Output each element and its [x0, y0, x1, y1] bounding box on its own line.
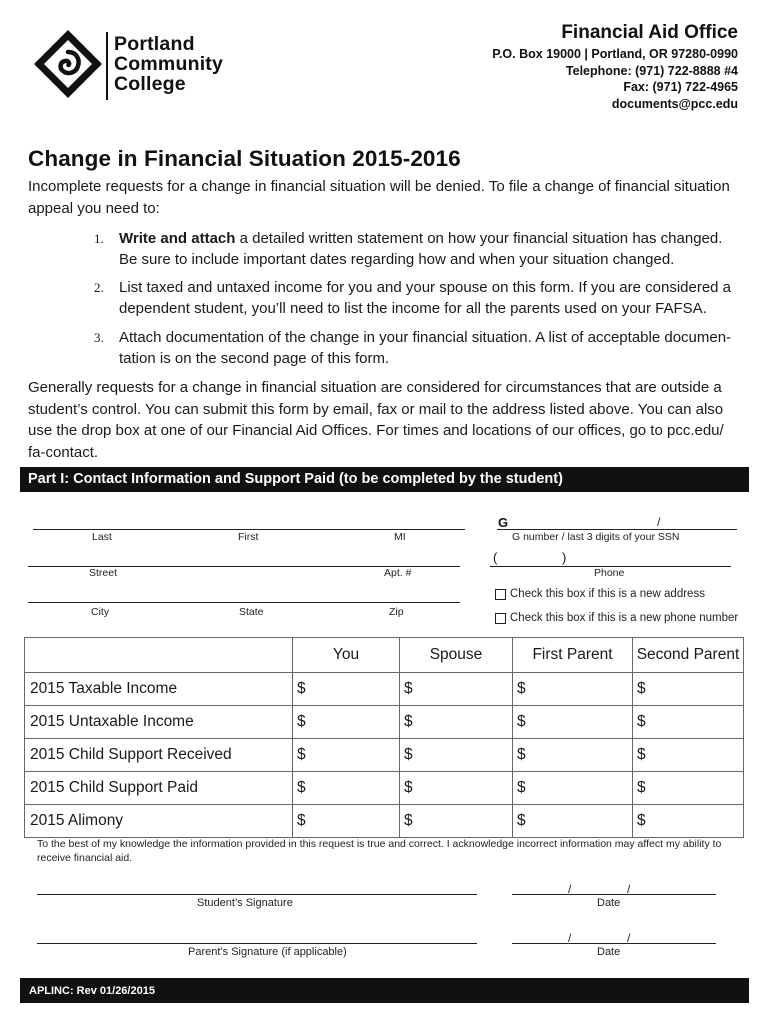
amount-cell[interactable]: $: [513, 739, 633, 772]
table-header-you: You: [293, 638, 400, 673]
table-header-second-parent: Second Parent: [633, 638, 744, 673]
table-header-spouse: Spouse: [400, 638, 513, 673]
step-1-body: a detailed written statement on how your financial situation has changed. Be sure to include important dates regarding how and when your situation changed.: [119, 230, 723, 268]
phone-close-paren: ): [562, 550, 567, 565]
logo-divider: [106, 32, 108, 100]
student-signature-label: Student’s Signature: [197, 897, 293, 909]
phone-open-paren: (: [493, 550, 498, 565]
student-date-slash-2: /: [627, 882, 631, 896]
g-number-slash: /: [657, 515, 661, 529]
parent-signature-line[interactable]: [37, 943, 477, 944]
revision-footer: APLINC: Rev 01/26/2015: [20, 978, 749, 1003]
phone-label: Phone: [594, 567, 625, 579]
new-address-label: Check this box if this is a new address: [510, 588, 705, 600]
part1-section-header: Part I: Contact Information and Support Paid (to be completed by the student): [20, 467, 749, 492]
form-title: Change in Financial Situation 2015-2016: [28, 146, 461, 171]
pcc-logo-mark-icon: [32, 28, 104, 100]
city-state-zip-line[interactable]: [28, 602, 460, 603]
row-label: 2015 Alimony: [25, 805, 293, 838]
new-address-checkbox[interactable]: [495, 589, 506, 600]
step-1: [94, 228, 744, 270]
office-contact-block: [492, 22, 738, 112]
table-row: [25, 772, 744, 805]
income-table: [24, 637, 744, 838]
office-telephone: Telephone: (971) 722-8888 #4: [565, 63, 738, 78]
zip-label: Zip: [389, 606, 404, 618]
amount-cell[interactable]: $: [513, 772, 633, 805]
step-2-text: List taxed and untaxed income for you and your spouse on this form. If you are considered a dependent student, you’ll need to list the income for all the parents used on your FAFSA.: [119, 279, 732, 317]
step-2: [94, 277, 744, 319]
table-row: [25, 739, 744, 772]
pcc-logo: [28, 26, 238, 106]
table-row: [25, 805, 744, 838]
parent-date-label: Date: [597, 946, 621, 958]
logo-line-1: Portland: [114, 33, 195, 55]
step-3: [94, 327, 744, 369]
amount-cell[interactable]: $: [513, 673, 633, 706]
table-header-first-parent: First Parent: [513, 638, 633, 673]
office-fax: Fax: (971) 722-4965: [623, 80, 738, 94]
amount-cell[interactable]: $: [400, 739, 513, 772]
amount-cell[interactable]: $: [400, 673, 513, 706]
apt-label: Apt. #: [384, 567, 412, 579]
name-line[interactable]: [33, 529, 465, 530]
student-date-line[interactable]: [512, 894, 716, 895]
amount-cell[interactable]: $: [633, 772, 744, 805]
step-1-number: 1.: [94, 231, 104, 246]
amount-cell[interactable]: $: [633, 706, 744, 739]
amount-cell[interactable]: $: [513, 805, 633, 838]
step-3-text: Attach documentation of the change in your financial situation. A list of acceptable documen-tation is on the second page of this form.: [119, 329, 732, 367]
row-label: 2015 Taxable Income: [25, 673, 293, 706]
new-phone-checkbox[interactable]: [495, 613, 506, 624]
g-number-line[interactable]: [497, 529, 737, 530]
step-2-number: 2.: [94, 280, 104, 295]
row-label: 2015 Untaxable Income: [25, 706, 293, 739]
office-title: Financial Aid Office: [561, 22, 738, 43]
row-label: 2015 Child Support Paid: [25, 772, 293, 805]
state-label: State: [239, 606, 264, 618]
amount-cell[interactable]: $: [293, 706, 400, 739]
student-date-slash-1: /: [568, 882, 572, 896]
parent-signature-label: Parent’s Signature (if applicable): [188, 946, 347, 958]
g-number-label: G number / last 3 digits of your SSN: [512, 531, 680, 543]
step-1-bold: Write and attach: [119, 230, 236, 247]
parent-date-slash-2: /: [627, 931, 631, 945]
parent-date-slash-1: /: [568, 931, 572, 945]
first-label: First: [238, 531, 259, 543]
amount-cell[interactable]: $: [400, 706, 513, 739]
amount-cell[interactable]: $: [293, 772, 400, 805]
amount-cell[interactable]: $: [400, 772, 513, 805]
mi-label: MI: [394, 531, 406, 543]
amount-cell[interactable]: $: [633, 805, 744, 838]
logo-line-3: College: [114, 73, 186, 95]
office-address: P.O. Box 19000 | Portland, OR 97280-0990: [492, 47, 738, 61]
amount-cell[interactable]: $: [293, 805, 400, 838]
intro-paragraph: Incomplete requests for a change in financial situation will be denied. To file a change of financial situation appeal you need to:: [28, 178, 730, 217]
logo-line-2: Community: [114, 53, 224, 75]
amount-cell[interactable]: $: [633, 739, 744, 772]
new-phone-label: Check this box if this is a new phone number: [510, 612, 739, 624]
office-email: documents@pcc.edu: [611, 96, 738, 111]
amount-cell[interactable]: $: [293, 673, 400, 706]
attestation-text: To the best of my knowledge the information provided in this request is true and correct. I acknowledge incorrect information may affect my ability to receive financial aid.: [37, 838, 722, 864]
student-date-label: Date: [597, 897, 621, 909]
parent-date-line[interactable]: [512, 943, 716, 944]
step-1-text: [119, 228, 744, 270]
city-label: City: [91, 606, 110, 618]
street-label: Street: [89, 567, 118, 579]
table-header-blank: [25, 638, 293, 673]
amount-cell[interactable]: $: [400, 805, 513, 838]
amount-cell[interactable]: $: [293, 739, 400, 772]
general-paragraph: Generally requests for a change in financial situation are considered for circumstances that are outside a student’s control. You can submit this form by email, fax or mail to the address listed above. You can also use the drop box at one of our Financial Aid Offices. For times and locations of our offices, go to pcc.edu/ fa-contact.: [28, 379, 724, 461]
logo-wordmark: [114, 34, 223, 94]
amount-cell[interactable]: $: [633, 673, 744, 706]
step-3-number: 3.: [94, 330, 104, 345]
student-signature-line[interactable]: [37, 894, 477, 895]
g-number-prefix: G: [498, 515, 509, 530]
amount-cell[interactable]: $: [513, 706, 633, 739]
table-header-row: [25, 638, 744, 673]
table-row: [25, 706, 744, 739]
last-label: Last: [92, 531, 112, 543]
table-row: [25, 673, 744, 706]
row-label: 2015 Child Support Received: [25, 739, 293, 772]
